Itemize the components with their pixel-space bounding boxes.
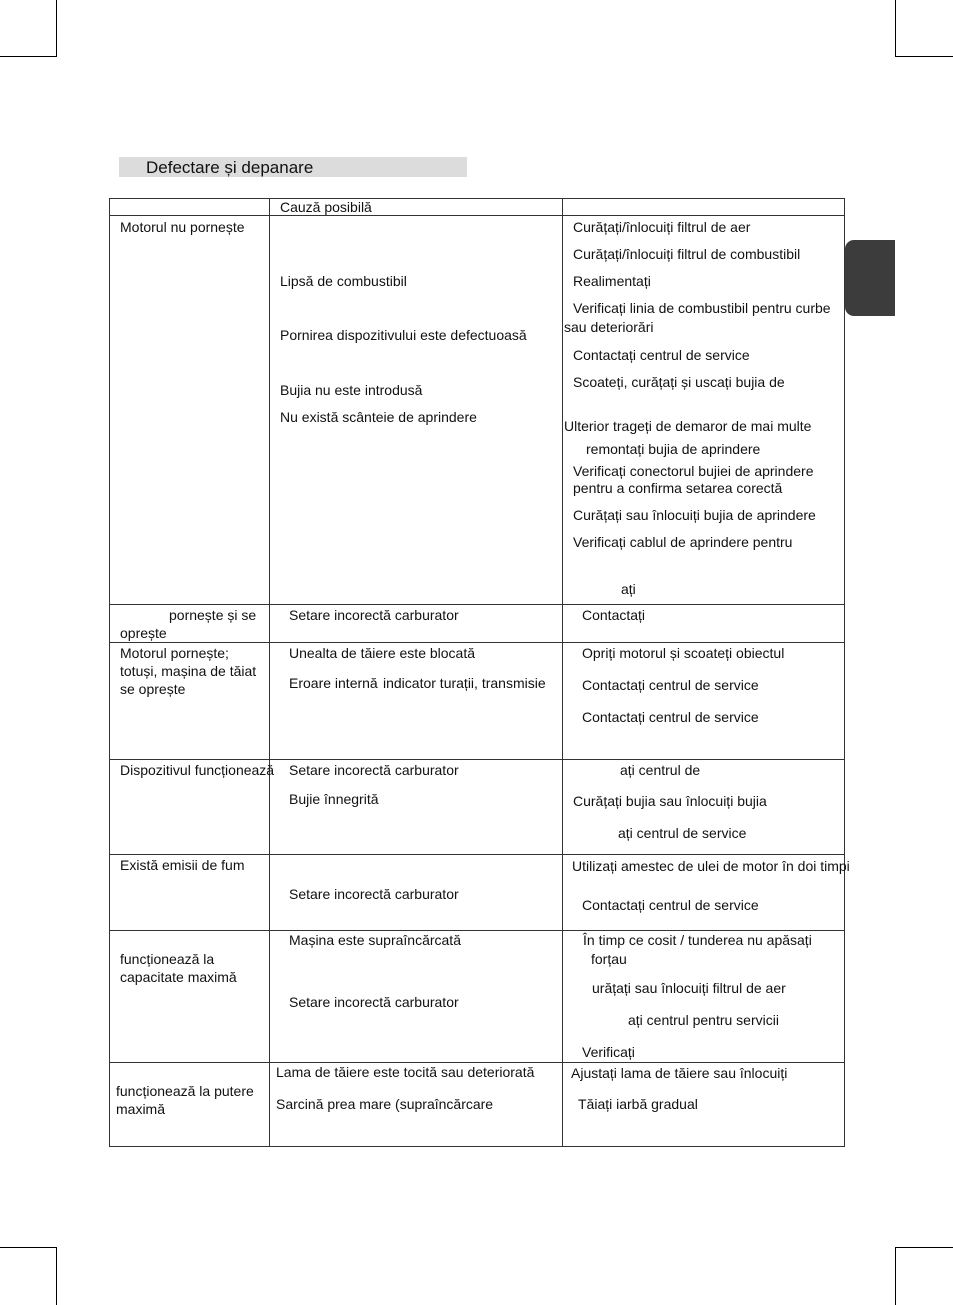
table-row	[110, 216, 845, 605]
problem-text: maximă	[116, 1101, 166, 1117]
solution-text: sau deteriorări	[564, 319, 654, 335]
table-row	[110, 605, 845, 643]
problem-text: capacitate maximă	[120, 969, 237, 985]
table-row	[110, 643, 845, 760]
solution-cell	[563, 1063, 845, 1147]
solution-text: Tăiați iarbă gradual	[578, 1096, 698, 1112]
crop-mark	[56, 1247, 57, 1305]
problem-cell	[110, 855, 270, 931]
problem-cell	[110, 931, 270, 1063]
problem-cell	[110, 643, 270, 760]
cause-text: Eroare internă	[289, 675, 378, 691]
cause-text: Setare incorectă carburator	[289, 762, 459, 778]
problem-cell	[110, 1063, 270, 1147]
solution-text: Contactați centrul de service	[582, 897, 759, 913]
table-header-row	[110, 199, 845, 216]
solution-text: Contactați centrul de service	[573, 347, 750, 363]
solution-text: Scoateți, curățați și uscați bujia de	[573, 374, 785, 390]
solution-text: ați centrul de	[620, 762, 701, 778]
cause-text: indicator turații, transmisie	[383, 675, 546, 691]
cause-text: Nu există scânteie de aprindere	[280, 409, 477, 425]
problem-text: totuși, mașina de tăiat	[120, 663, 257, 679]
solution-text: În timp ce cosit / tunderea nu apăsați	[583, 932, 812, 948]
solution-cell	[563, 931, 845, 1063]
solution-cell	[563, 605, 845, 643]
solution-text: remontați bujia de aprindere	[586, 441, 761, 457]
solution-cell	[563, 760, 845, 855]
cause-text: Bujie înnegrită	[289, 791, 379, 807]
problem-cell	[110, 605, 270, 643]
problem-text: se oprește	[120, 681, 186, 697]
cause-text: Sarcină prea mare (supraîncărcare	[276, 1096, 494, 1112]
table-row	[110, 760, 845, 855]
crop-mark	[895, 0, 896, 56]
solution-text: Realimentați	[573, 273, 651, 289]
cause-cell	[270, 605, 563, 643]
problem-text: pornește și se	[169, 607, 257, 623]
table-row	[110, 855, 845, 931]
solution-cell	[563, 216, 845, 605]
solution-text: Opriți motorul și scoateți obiectul	[582, 645, 785, 661]
solution-text: Verificați conectorul bujiei de aprindere	[573, 463, 814, 479]
crop-mark	[895, 1247, 896, 1305]
table-row	[110, 931, 845, 1063]
cause-text: Unealta de tăiere este blocată	[289, 645, 476, 661]
section-title-bar	[119, 157, 467, 177]
table-row	[110, 1063, 845, 1147]
crop-mark	[56, 0, 57, 56]
cause-text: Pornirea dispozitivului este defectuoasă	[280, 327, 527, 343]
section-tab-marker	[845, 240, 895, 316]
solution-text: Verificați linia de combustibil pentru curbe	[573, 300, 831, 316]
cause-cell	[270, 643, 563, 760]
solution-text: Verificați	[582, 1044, 635, 1060]
solution-text: Ulterior trageți de demaror de mai multe	[564, 418, 812, 434]
section-title: Defectare și depanare	[146, 158, 314, 177]
cause-text: Mașina este supraîncărcată	[289, 932, 461, 948]
header-cause: Cauză posibilă	[280, 199, 372, 215]
solution-text: ați centrul de service	[618, 825, 747, 841]
cause-cell	[270, 216, 563, 605]
solution-text: forțau	[591, 951, 627, 967]
header-solution	[563, 199, 845, 216]
crop-mark	[895, 1247, 953, 1248]
problem-text: Dispozitivul funcționează	[120, 762, 275, 778]
problem-cell	[110, 216, 270, 605]
problem-text: Există emisii de fum	[120, 857, 245, 873]
solution-cell	[563, 643, 845, 760]
solution-text: Curățați/înlocuiți filtrul de aer	[573, 219, 751, 235]
cause-text: Setare incorectă carburator	[289, 994, 459, 1010]
solution-text: Curățați bujia sau înlocuiți bujia	[573, 793, 767, 809]
problem-cell	[110, 760, 275, 855]
cause-text: Lipsă de combustibil	[280, 273, 407, 289]
crop-mark	[0, 1247, 57, 1248]
problem-text: funcționează la	[120, 951, 215, 967]
cause-cell	[270, 760, 563, 855]
cause-cell	[270, 931, 563, 1063]
solution-text: Utilizați amestec de ulei de motor în doi timpi	[572, 858, 850, 874]
solution-text: ați	[621, 581, 636, 597]
solution-text: ați centrul pentru servicii	[628, 1012, 779, 1028]
header-problem	[110, 199, 270, 216]
solution-text: Ajustați lama de tăiere sau înlocuiți	[571, 1065, 788, 1081]
solution-text: Curățați sau înlocuiți bujia de aprindere	[573, 507, 816, 523]
problem-text: Motorul pornește;	[120, 645, 229, 661]
header-cause-cell	[270, 199, 563, 216]
solution-text: Curățați/înlocuiți filtrul de combustibil	[573, 246, 801, 262]
solution-text: Contactați	[582, 607, 646, 623]
solution-text: pentru a confirma setarea corectă	[573, 480, 783, 496]
cause-text: Setare incorectă carburator	[289, 886, 459, 902]
crop-mark	[895, 56, 953, 57]
solution-cell	[563, 855, 850, 931]
problem-text: Motorul nu pornește	[120, 219, 245, 235]
crop-mark	[0, 56, 57, 57]
cause-text: Setare incorectă carburator	[289, 607, 459, 623]
solution-text: urățați sau înlocuiți filtrul de aer	[592, 980, 786, 996]
cause-cell	[270, 1063, 563, 1147]
solution-text: Verificați cablul de aprindere pentru	[573, 534, 793, 550]
problem-text: oprește	[120, 625, 167, 641]
solution-text: Contactați centrul de service	[582, 677, 759, 693]
cause-cell	[270, 855, 563, 931]
cause-text: Bujia nu este introdusă	[280, 382, 423, 398]
problem-text: funcționează la putere	[116, 1083, 254, 1099]
cause-text: Lama de tăiere este tocită sau deteriorată	[276, 1064, 535, 1080]
troubleshooting-table	[109, 198, 850, 1147]
solution-text: Contactați centrul de service	[582, 709, 759, 725]
